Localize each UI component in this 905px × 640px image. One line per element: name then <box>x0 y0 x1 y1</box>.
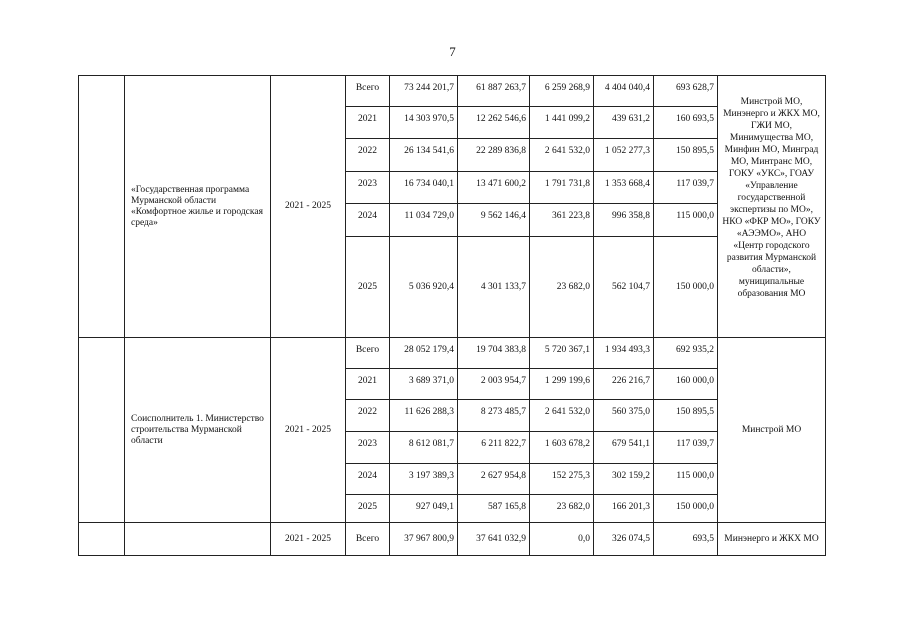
value-total: 26 134 541,6 <box>390 139 458 172</box>
value-federal: 61 887 263,7 <box>458 76 530 107</box>
executors: Минстрой МО, Минэнерго и ЖКХ МО, ГЖИ МО, Минимущества МО, Минфин МО, Минград МО, Минтранс МО, ГОКУ «УКС», ГОАУ «Управление государственной экспертизы по МО», НКО «ФКР МО», ГОКУ «АЭЭМО», АНО «Центр городского развития Мурманской области», муниципальные образования МО <box>718 76 826 338</box>
value-other: 115 000,0 <box>654 464 718 495</box>
value-regional: 6 259 268,9 <box>530 76 594 107</box>
value-local: 4 404 040,4 <box>594 76 654 107</box>
value-federal: 4 301 133,7 <box>458 237 530 338</box>
year-label: 2024 <box>346 464 390 495</box>
value-other: 115 000,0 <box>654 204 718 237</box>
value-federal: 6 211 822,7 <box>458 432 530 464</box>
empty-cell <box>79 523 125 556</box>
co-executor-name: Соисполнитель 1. Министерство строительства Мурманской области <box>125 338 271 523</box>
period: 2021 - 2025 <box>271 76 346 338</box>
value-regional: 1 603 678,2 <box>530 432 594 464</box>
value-federal: 2 003 954,7 <box>458 369 530 400</box>
year-label: 2023 <box>346 172 390 204</box>
value-total: 8 612 081,7 <box>390 432 458 464</box>
value-other: 160 000,0 <box>654 369 718 400</box>
budget-table-container <box>78 75 826 556</box>
year-label: 2023 <box>346 432 390 464</box>
value-other: 150 000,0 <box>654 495 718 523</box>
value-local: 326 074,5 <box>594 523 654 556</box>
executors: Минстрой МО <box>718 338 826 523</box>
value-other: 150 000,0 <box>654 237 718 338</box>
value-regional: 2 641 532,0 <box>530 400 594 432</box>
value-regional: 1 299 199,6 <box>530 369 594 400</box>
value-regional: 1 441 099,2 <box>530 107 594 139</box>
period: 2021 - 2025 <box>271 338 346 523</box>
value-other: 693,5 <box>654 523 718 556</box>
value-regional: 361 223,8 <box>530 204 594 237</box>
value-other: 150 895,5 <box>654 400 718 432</box>
page-number: 7 <box>449 44 456 59</box>
value-total: 11 034 729,0 <box>390 204 458 237</box>
value-federal: 8 273 485,7 <box>458 400 530 432</box>
year-label: Всего <box>346 76 390 107</box>
value-local: 226 216,7 <box>594 369 654 400</box>
value-local: 439 631,2 <box>594 107 654 139</box>
year-label: 2024 <box>346 204 390 237</box>
table-row <box>79 76 826 107</box>
table-row <box>79 523 826 556</box>
year-label: 2022 <box>346 400 390 432</box>
value-federal: 587 165,8 <box>458 495 530 523</box>
value-total: 11 626 288,3 <box>390 400 458 432</box>
value-federal: 19 704 383,8 <box>458 338 530 369</box>
year-label: 2025 <box>346 237 390 338</box>
value-local: 1 353 668,4 <box>594 172 654 204</box>
empty-cell <box>79 76 125 338</box>
value-regional: 23 682,0 <box>530 237 594 338</box>
value-local: 1 934 493,3 <box>594 338 654 369</box>
value-federal: 2 627 954,8 <box>458 464 530 495</box>
budget-table <box>78 75 826 556</box>
year-label: Всего <box>346 338 390 369</box>
value-total: 28 052 179,4 <box>390 338 458 369</box>
value-local: 560 375,0 <box>594 400 654 432</box>
year-label: 2025 <box>346 495 390 523</box>
value-local: 166 201,3 <box>594 495 654 523</box>
value-federal: 22 289 836,8 <box>458 139 530 172</box>
value-local: 679 541,1 <box>594 432 654 464</box>
value-regional: 152 275,3 <box>530 464 594 495</box>
value-local: 562 104,7 <box>594 237 654 338</box>
value-total: 3 197 389,3 <box>390 464 458 495</box>
value-total: 927 049,1 <box>390 495 458 523</box>
value-other: 693 628,7 <box>654 76 718 107</box>
table-row <box>79 338 826 369</box>
value-regional: 23 682,0 <box>530 495 594 523</box>
value-total: 14 303 970,5 <box>390 107 458 139</box>
value-federal: 9 562 146,4 <box>458 204 530 237</box>
value-local: 996 358,8 <box>594 204 654 237</box>
value-regional: 1 791 731,8 <box>530 172 594 204</box>
value-total: 16 734 040,1 <box>390 172 458 204</box>
value-other: 692 935,2 <box>654 338 718 369</box>
value-local: 1 052 277,3 <box>594 139 654 172</box>
value-total: 37 967 800,9 <box>390 523 458 556</box>
value-other: 117 039,7 <box>654 432 718 464</box>
value-other: 117 039,7 <box>654 172 718 204</box>
value-federal: 37 641 032,9 <box>458 523 530 556</box>
year-label: 2022 <box>346 139 390 172</box>
value-other: 150 895,5 <box>654 139 718 172</box>
value-federal: 12 262 546,6 <box>458 107 530 139</box>
program-name: «Государственная программа Мурманской области «Комфортное жилье и городская среда» <box>125 76 271 338</box>
value-other: 160 693,5 <box>654 107 718 139</box>
year-label: 2021 <box>346 107 390 139</box>
value-federal: 13 471 600,2 <box>458 172 530 204</box>
empty-cell <box>79 338 125 523</box>
value-regional: 5 720 367,1 <box>530 338 594 369</box>
executors: Минэнерго и ЖКХ МО <box>718 523 826 556</box>
value-regional: 0,0 <box>530 523 594 556</box>
value-regional: 2 641 532,0 <box>530 139 594 172</box>
value-total: 5 036 920,4 <box>390 237 458 338</box>
co-executor-name <box>125 523 271 556</box>
value-total: 73 244 201,7 <box>390 76 458 107</box>
period: 2021 - 2025 <box>271 523 346 556</box>
value-local: 302 159,2 <box>594 464 654 495</box>
year-label: Всего <box>346 523 390 556</box>
value-total: 3 689 371,0 <box>390 369 458 400</box>
year-label: 2021 <box>346 369 390 400</box>
